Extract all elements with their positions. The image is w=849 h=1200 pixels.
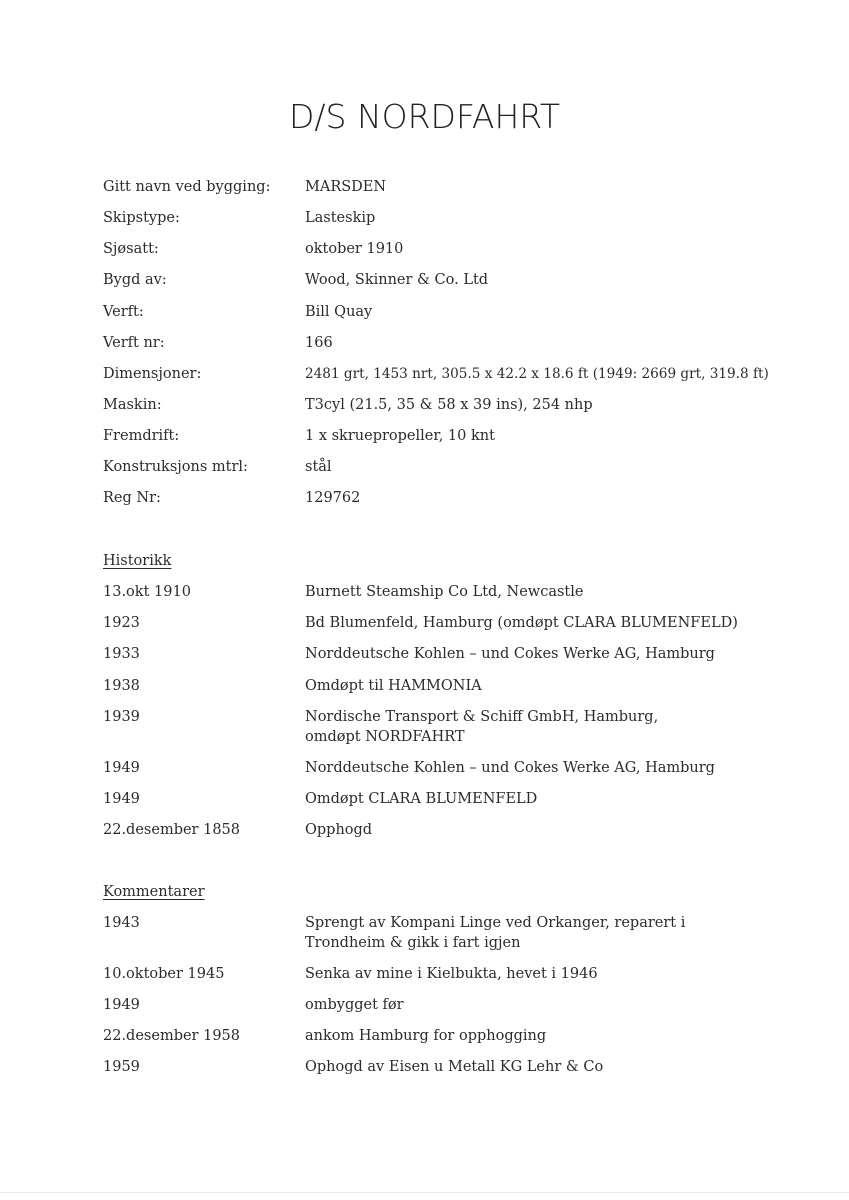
comment-date: 22.desember 1958 <box>103 1028 240 1044</box>
spec-value: 129762 <box>305 490 361 506</box>
spec-value: stål <box>305 459 332 475</box>
spec-value: 166 <box>305 335 333 351</box>
comment-date: 1949 <box>103 997 140 1013</box>
history-date: 1933 <box>103 646 140 662</box>
history-text: Omdøpt CLARA BLUMENFELD <box>305 791 538 807</box>
history-text: Opphogd <box>305 822 373 838</box>
spec-value: oktober 1910 <box>305 241 404 257</box>
history-text: Norddeutsche Kohlen – und Cokes Werke AG, Hamburg <box>305 760 715 776</box>
comment-text: Senka av mine i Kielbukta, hevet i 1946 <box>305 966 598 982</box>
history-text: Norddeutsche Kohlen – und Cokes Werke AG, Hamburg <box>305 646 715 662</box>
spec-label: Sjøsatt: <box>103 241 159 257</box>
comment-text: Ophogd av Eisen u Metall KG Lehr & Co <box>305 1059 604 1075</box>
comment-text: ankom Hamburg for opphogging <box>305 1028 547 1044</box>
spec-value: Lasteskip <box>305 210 376 226</box>
history-text: Nordische Transport & Schiff GmbH, Hamburg, omdøpt NORDFAHRT <box>305 709 659 745</box>
history-date: 1949 <box>103 791 140 807</box>
history-heading: Historikk <box>103 553 172 569</box>
comment-date: 10.oktober 1945 <box>103 966 225 982</box>
comment-text: ombygget før <box>305 997 404 1013</box>
spec-value: Wood, Skinner & Co. Ltd <box>305 272 489 288</box>
comment-date: 1959 <box>103 1059 140 1075</box>
spec-value: 2481 grt, 1453 nrt, 305.5 x 42.2 x 18.6 ft (1949: 2669 grt, 319.8 ft) <box>305 366 769 382</box>
spec-label: Konstruksjons mtrl: <box>103 459 248 475</box>
spec-label: Reg Nr: <box>103 490 161 506</box>
spec-label: Verft nr: <box>103 335 165 351</box>
comment-text: Sprengt av Kompani Linge ved Orkanger, reparert i Trondheim & gikk i fart igjen <box>305 915 686 951</box>
history-text: Omdøpt til HAMMONIA <box>305 678 482 694</box>
spec-label: Skipstype: <box>103 210 180 226</box>
history-date: 1949 <box>103 760 140 776</box>
spec-value: 1 x skruepropeller, 10 knt <box>305 428 495 444</box>
page-title: D/S NORDFAHRT <box>289 97 560 136</box>
spec-label: Dimensjoner: <box>103 366 202 382</box>
comment-date: 1943 <box>103 915 140 931</box>
spec-label: Gitt navn ved bygging: <box>103 179 271 195</box>
comments-heading: Kommentarer <box>103 884 205 900</box>
spec-label: Fremdrift: <box>103 428 180 444</box>
history-date: 22.desember 1858 <box>103 822 240 838</box>
spec-label: Bygd av: <box>103 272 167 288</box>
spec-label: Maskin: <box>103 397 162 413</box>
history-text: Bd Blumenfeld, Hamburg (omdøpt CLARA BLUMENFELD) <box>305 615 738 631</box>
history-text: Burnett Steamship Co Ltd, Newcastle <box>305 584 584 600</box>
history-date: 1923 <box>103 615 140 631</box>
spec-value: MARSDEN <box>305 179 387 195</box>
scan-edge-divider <box>0 1192 849 1193</box>
spec-label: Verft: <box>103 304 144 320</box>
spec-value: Bill Quay <box>305 304 373 320</box>
history-date: 1939 <box>103 709 140 725</box>
history-date: 13.okt 1910 <box>103 584 191 600</box>
spec-value: T3cyl (21.5, 35 & 58 x 39 ins), 254 nhp <box>305 397 593 413</box>
history-date: 1938 <box>103 678 140 694</box>
